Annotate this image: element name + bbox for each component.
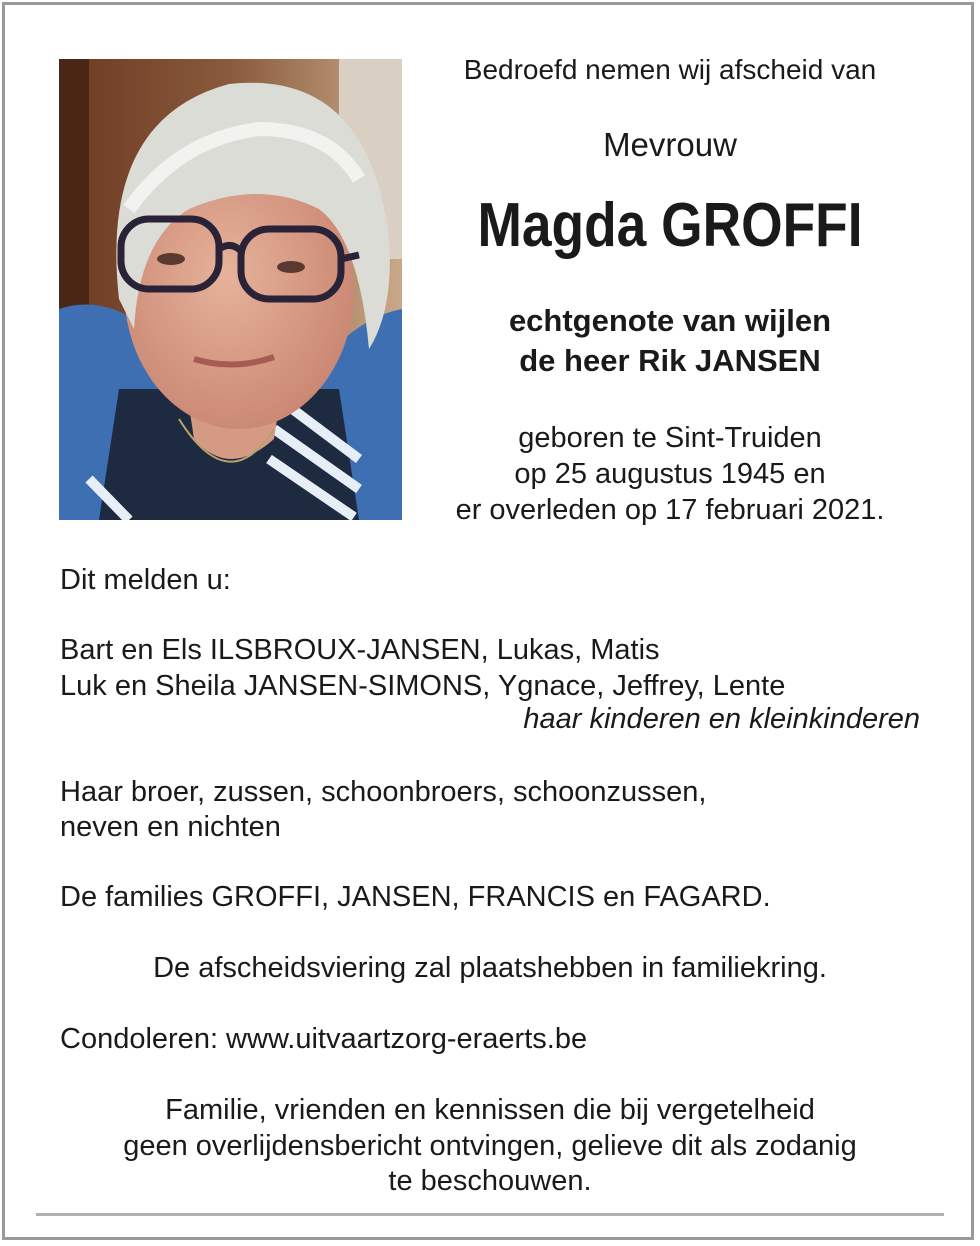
birth-line-3: er overleden op 17 februari 2021. (455, 494, 885, 526)
spouse-line-1: echtgenote van wijlen (508, 303, 832, 338)
honorific: Mevrouw (603, 126, 737, 163)
relatives-line-1: Haar broer, zussen, schoonbroers, schoonzussen, (60, 776, 707, 808)
children-line-2: Luk en Sheila JANSEN-SIMONS, Ygnace, Jeffrey, Lente (60, 670, 786, 702)
portrait-photo (59, 59, 402, 520)
birth-line-2: op 25 augustus 1945 en (514, 458, 826, 490)
condolences-text: Condoleren: www.uitvaartzorg-eraerts.be (60, 1023, 588, 1055)
footer-line-1: Familie, vrienden en kennissen die bij vergetelheid (165, 1094, 815, 1126)
children-line-1: Bart en Els ILSBROUX-JANSEN, Lukas, Matis (60, 634, 660, 666)
families-text: De families GROFFI, JANSEN, FRANCIS en FAGARD. (60, 881, 771, 913)
children-role: haar kinderen en kleinkinderen (523, 703, 920, 735)
birth-line-1: geboren te Sint-Truiden (518, 422, 822, 454)
intro-text: Bedroefd nemen wij afscheid van (463, 54, 877, 85)
footer-line-2: geen overlijdensbericht ontvingen, gelieve dit als zodanig (123, 1130, 857, 1162)
announce-text: Dit melden u: (60, 564, 231, 596)
footer-line-3: te beschouwen. (388, 1165, 592, 1197)
relatives-line-2: neven en nichten (60, 811, 281, 843)
deceased-name: Magda GROFFI (477, 191, 863, 260)
spouse-line-2: de heer Rik JANSEN (519, 343, 821, 378)
bottom-divider (36, 1213, 944, 1216)
birth-death-details (420, 420, 920, 528)
ceremony-text: De afscheidsviering zal plaatshebben in familiekring. (153, 952, 827, 984)
